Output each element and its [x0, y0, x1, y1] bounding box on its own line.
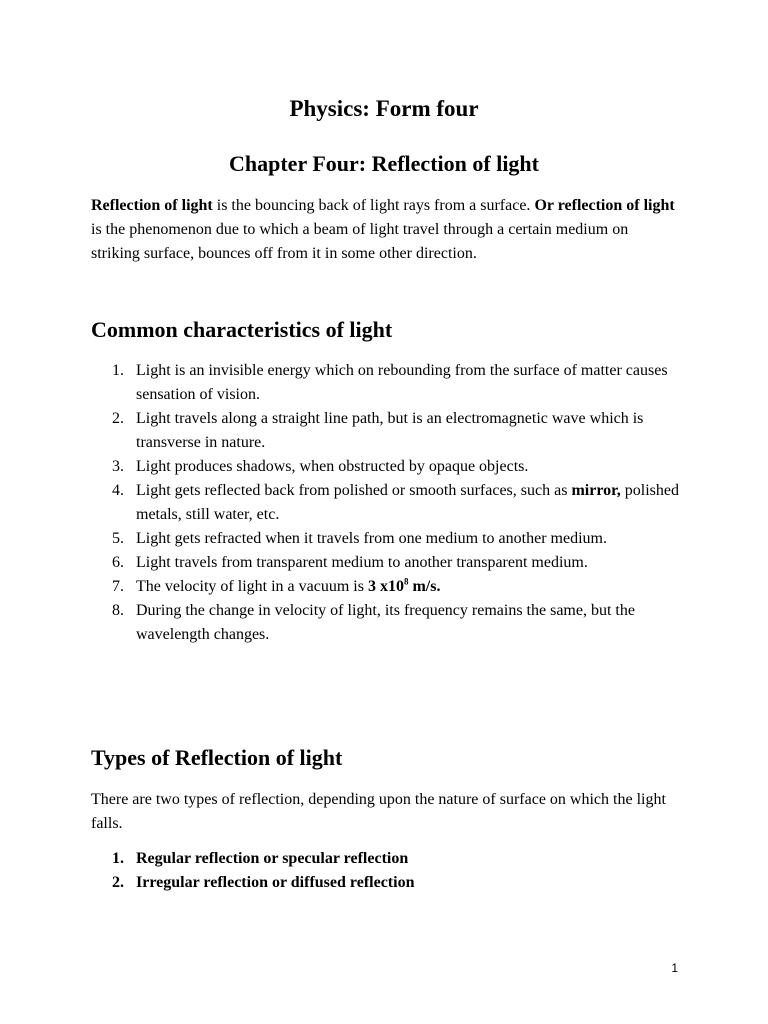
list-item-number: 3. [112, 458, 124, 475]
list-item [91, 359, 687, 407]
speed-base: 3 x10 [367, 578, 404, 595]
list-item-text-tail: polished metals, still water, etc. [136, 482, 679, 523]
speed-exponent: 8 [403, 576, 409, 587]
list-item-number: 4. [112, 482, 124, 499]
list-item [91, 551, 687, 575]
list-item-number: 5. [112, 530, 124, 547]
list-item [91, 455, 687, 479]
speed-unit: m/s. [408, 578, 441, 595]
list-item-text: Light gets refracted when it travels from one medium to another medium. [136, 530, 607, 547]
list-item-text: Light is an invisible energy which on rebounding from the surface of matter causes sensation of vision. [136, 362, 668, 403]
list-item-text: The velocity of light in a vacuum is [136, 578, 368, 595]
list-item [91, 527, 687, 551]
list-item-number: 1. [112, 850, 124, 867]
section-heading-characteristics: Common characteristics of light [91, 317, 393, 342]
list-item [91, 407, 687, 455]
intro-paragraph [91, 194, 681, 266]
list-item-number: 1. [112, 362, 124, 379]
list-item-text: Light travels along a straight line path, but is an electromagnetic wave which is transverse in nature. [136, 410, 644, 451]
chapter-title: Chapter Four: Reflection of light [229, 151, 539, 176]
list-item [91, 575, 687, 599]
list-item [91, 871, 687, 895]
list-item-text: During the change in velocity of light, its frequency remains the same, but the wavelength changes. [136, 602, 635, 643]
section-heading-types: Types of Reflection of light [91, 745, 343, 770]
characteristics-list [91, 359, 687, 647]
intro-term-reflection: Reflection of light [91, 197, 213, 214]
list-item-number: 6. [112, 554, 124, 571]
list-item-bold-term: mirror, [571, 482, 621, 499]
page-number: 1 [671, 961, 678, 975]
list-item-text: Light gets reflected back from polished or smooth surfaces, such as [136, 482, 572, 499]
list-item-number: 2. [112, 874, 124, 891]
list-item-text: Light travels from transparent medium to another transparent medium. [136, 554, 588, 571]
speed-of-light-value [368, 578, 441, 595]
types-intro-paragraph: There are two types of reflection, depending upon the nature of surface on which the light falls. [91, 791, 666, 832]
list-item [91, 847, 687, 871]
list-item [91, 599, 687, 647]
intro-text-definition: is the bouncing back of light rays from a surface. [212, 197, 535, 214]
types-list [91, 847, 687, 895]
intro-text-phenomenon: is the phenomenon due to which a beam of light travel through a certain medium on striking surface, bounces off from it in some other direction. [91, 221, 629, 262]
list-item-text: Light produces shadows, when obstructed by opaque objects. [136, 458, 529, 475]
document-title: Physics: Form four [289, 96, 479, 121]
list-item-number: 7. [112, 578, 124, 595]
list-item-text: Regular reflection or specular reflection [136, 850, 409, 867]
list-item-number: 2. [112, 410, 124, 427]
list-item-text: Irregular reflection or diffused reflection [136, 874, 415, 891]
intro-term-alt: Or reflection of light [534, 197, 675, 214]
list-item [91, 479, 687, 527]
list-item-number: 8. [112, 602, 124, 619]
